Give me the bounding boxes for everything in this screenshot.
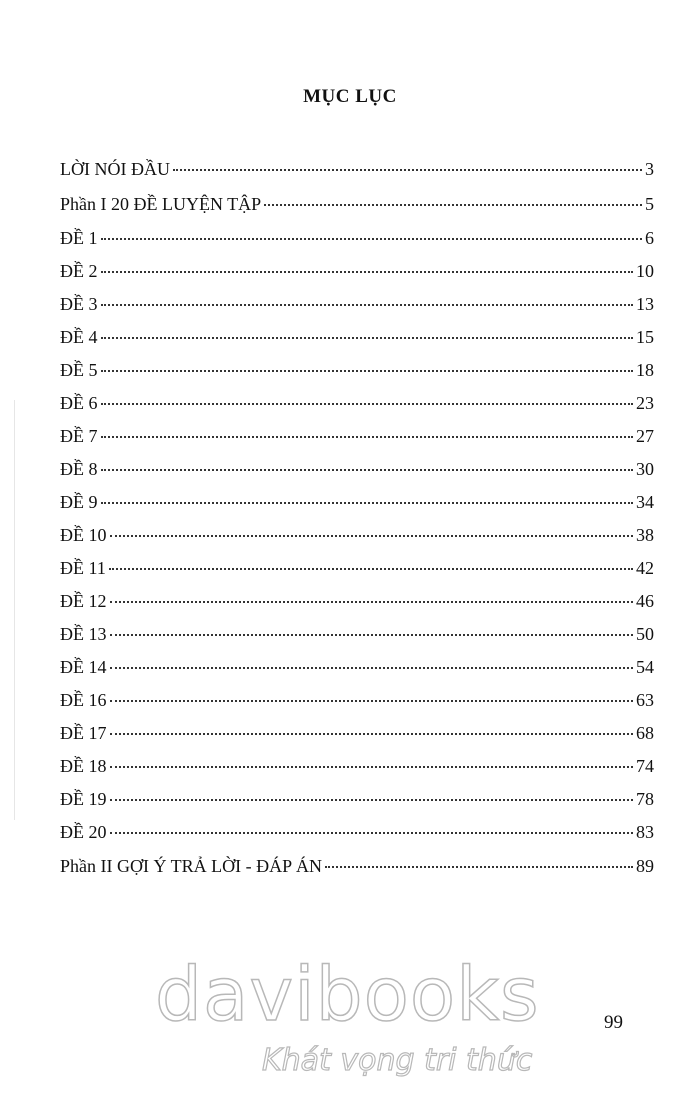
toc-label: ĐỀ 5 — [60, 360, 98, 380]
toc-leader — [110, 700, 634, 702]
toc-leader — [101, 370, 634, 372]
toc-row[interactable] — [60, 585, 654, 618]
toc-leader — [101, 337, 634, 339]
toc-row[interactable] — [60, 684, 654, 717]
page-title: MỤC LỤC — [303, 86, 397, 107]
toc-row[interactable] — [60, 717, 654, 750]
toc-row[interactable] — [60, 321, 654, 354]
toc-row[interactable] — [60, 552, 654, 585]
toc-row[interactable] — [60, 519, 654, 552]
toc-leader — [109, 568, 633, 570]
toc-page: 3 — [645, 159, 654, 179]
watermark-tagline: Khát vọng tri thức — [262, 1043, 533, 1078]
toc-row[interactable] — [60, 288, 654, 321]
toc-leader — [110, 535, 634, 537]
toc-label: ĐỀ 17 — [60, 723, 107, 743]
toc-label: ĐỀ 12 — [60, 591, 107, 611]
toc-page: 78 — [636, 789, 654, 809]
toc-label: ĐỀ 11 — [60, 558, 106, 578]
table-of-contents — [60, 152, 654, 884]
toc-label: ĐỀ 20 — [60, 822, 107, 842]
toc-row[interactable] — [60, 387, 654, 420]
toc-leader — [101, 304, 634, 306]
toc-page: 5 — [645, 194, 654, 214]
toc-label: ĐỀ 3 — [60, 294, 98, 314]
toc-row[interactable] — [60, 222, 654, 255]
toc-label: ĐỀ 7 — [60, 426, 98, 446]
toc-row[interactable] — [60, 420, 654, 453]
toc-label: ĐỀ 10 — [60, 525, 107, 545]
toc-label: LỜI NÓI ĐẦU — [60, 159, 170, 179]
toc-leader — [101, 436, 634, 438]
toc-label: Phần II GỢI Ý TRẢ LỜI - ĐÁP ÁN — [60, 856, 322, 876]
toc-row[interactable] — [60, 453, 654, 486]
toc-page: 68 — [636, 723, 654, 743]
toc-leader — [110, 799, 634, 801]
toc-leader — [325, 866, 633, 868]
toc-page: 15 — [636, 327, 654, 347]
toc-leader — [110, 667, 634, 669]
toc-label: ĐỀ 18 — [60, 756, 107, 776]
toc-leader — [110, 766, 634, 768]
toc-leader — [101, 469, 634, 471]
toc-page: 18 — [636, 360, 654, 380]
toc-page: 10 — [636, 261, 654, 281]
toc-page: 50 — [636, 624, 654, 644]
toc-label: ĐỀ 4 — [60, 327, 98, 347]
toc-label: ĐỀ 8 — [60, 459, 98, 479]
page-edge-line — [14, 400, 15, 820]
toc-leader — [101, 403, 634, 405]
toc-page: 42 — [636, 558, 654, 578]
toc-label: ĐỀ 9 — [60, 492, 98, 512]
toc-leader — [173, 169, 642, 171]
toc-page: 54 — [636, 657, 654, 677]
toc-label: ĐỀ 13 — [60, 624, 107, 644]
toc-leader — [101, 502, 634, 504]
toc-label: ĐỀ 16 — [60, 690, 107, 710]
toc-label: ĐỀ 14 — [60, 657, 107, 677]
toc-row[interactable] — [60, 750, 654, 783]
toc-label: Phần I 20 ĐỀ LUYỆN TẬP — [60, 194, 262, 214]
toc-page: 23 — [636, 393, 654, 413]
toc-leader — [264, 204, 642, 206]
toc-label: ĐỀ 1 — [60, 228, 98, 248]
watermark-logo: davibooks — [155, 952, 540, 1038]
toc-label: ĐỀ 6 — [60, 393, 98, 413]
toc-leader — [110, 634, 634, 636]
toc-row[interactable] — [60, 816, 654, 849]
toc-page: 63 — [636, 690, 654, 710]
toc-page: 27 — [636, 426, 654, 446]
page-number: 99 — [604, 1012, 623, 1033]
toc-leader — [110, 832, 634, 834]
toc-leader — [101, 238, 643, 240]
toc-page: 89 — [636, 856, 654, 876]
toc-page: 30 — [636, 459, 654, 479]
toc-row[interactable] — [60, 849, 654, 884]
toc-leader — [110, 733, 634, 735]
toc-page: 74 — [636, 756, 654, 776]
toc-leader — [101, 271, 634, 273]
toc-row[interactable] — [60, 783, 654, 816]
toc-label: ĐỀ 2 — [60, 261, 98, 281]
toc-row[interactable] — [60, 255, 654, 288]
toc-page: 34 — [636, 492, 654, 512]
toc-page: 83 — [636, 822, 654, 842]
toc-page: 6 — [645, 228, 654, 248]
toc-page: 38 — [636, 525, 654, 545]
toc-label: ĐỀ 19 — [60, 789, 107, 809]
toc-row[interactable] — [60, 187, 654, 222]
toc-row[interactable] — [60, 354, 654, 387]
toc-row[interactable] — [60, 651, 654, 684]
toc-leader — [110, 601, 634, 603]
toc-row[interactable] — [60, 152, 654, 187]
toc-row[interactable] — [60, 486, 654, 519]
toc-page: 46 — [636, 591, 654, 611]
toc-row[interactable] — [60, 618, 654, 651]
toc-page: 13 — [636, 294, 654, 314]
